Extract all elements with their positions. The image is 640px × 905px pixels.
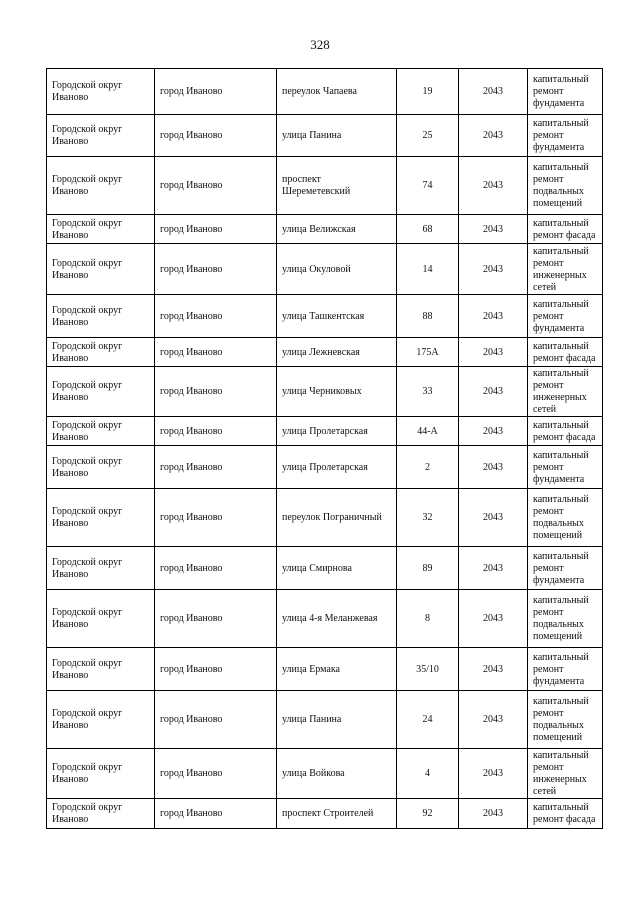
cell-street: улица Лежневская	[277, 338, 397, 367]
cell-street: переулок Чапаева	[277, 69, 397, 115]
cell-year: 2043	[459, 749, 528, 799]
cell-city: город Иваново	[155, 547, 277, 590]
cell-district: Городской округ Иваново	[47, 749, 155, 799]
table-row	[47, 691, 603, 749]
cell-work-type: капитальный ремонт подвальных помещений	[528, 157, 603, 215]
cell-city: город Иваново	[155, 367, 277, 417]
cell-city: город Иваново	[155, 215, 277, 244]
cell-work-type: капитальный ремонт фасада	[528, 215, 603, 244]
cell-year: 2043	[459, 338, 528, 367]
table-row	[47, 749, 603, 799]
table-row	[47, 489, 603, 547]
cell-work-type: капитальный ремонт фундамента	[528, 295, 603, 338]
page-number: 328	[310, 37, 330, 52]
cell-year: 2043	[459, 367, 528, 417]
cell-work-type: капитальный ремонт инженерных сетей	[528, 244, 603, 295]
table-row	[47, 295, 603, 338]
cell-district: Городской округ Иваново	[47, 244, 155, 295]
cell-work-type: капитальный ремонт фундамента	[528, 69, 603, 115]
cell-year: 2043	[459, 799, 528, 829]
table-row	[47, 799, 603, 829]
cell-city: город Иваново	[155, 69, 277, 115]
cell-city: город Иваново	[155, 590, 277, 648]
table-row	[47, 367, 603, 417]
cell-district: Городской округ Иваново	[47, 489, 155, 547]
cell-city: город Иваново	[155, 417, 277, 446]
table-row	[47, 157, 603, 215]
cell-work-type: капитальный ремонт подвальных помещений	[528, 489, 603, 547]
cell-year: 2043	[459, 295, 528, 338]
cell-street: улица Панина	[277, 691, 397, 749]
cell-district: Городской округ Иваново	[47, 367, 155, 417]
cell-house-number: 19	[397, 69, 459, 115]
cell-house-number: 88	[397, 295, 459, 338]
housing-repair-table	[46, 68, 603, 829]
cell-district: Городской округ Иваново	[47, 590, 155, 648]
cell-district: Городской округ Иваново	[47, 338, 155, 367]
cell-house-number: 68	[397, 215, 459, 244]
cell-year: 2043	[459, 69, 528, 115]
cell-district: Городской округ Иваново	[47, 446, 155, 489]
cell-city: город Иваново	[155, 691, 277, 749]
cell-district: Городской округ Иваново	[47, 157, 155, 215]
cell-work-type: капитальный ремонт фасада	[528, 799, 603, 829]
table-row	[47, 338, 603, 367]
cell-work-type: капитальный ремонт подвальных помещений	[528, 691, 603, 749]
cell-year: 2043	[459, 157, 528, 215]
cell-house-number: 4	[397, 749, 459, 799]
cell-year: 2043	[459, 115, 528, 157]
cell-street: улица 4-я Меланжевая	[277, 590, 397, 648]
cell-year: 2043	[459, 446, 528, 489]
cell-city: город Иваново	[155, 799, 277, 829]
cell-district: Городской округ Иваново	[47, 648, 155, 691]
table-row	[47, 446, 603, 489]
cell-street: улица Ермака	[277, 648, 397, 691]
table-row	[47, 69, 603, 115]
cell-city: город Иваново	[155, 338, 277, 367]
cell-city: город Иваново	[155, 244, 277, 295]
cell-street: улица Велижская	[277, 215, 397, 244]
cell-house-number: 175А	[397, 338, 459, 367]
table-row	[47, 115, 603, 157]
cell-house-number: 2	[397, 446, 459, 489]
cell-house-number: 25	[397, 115, 459, 157]
table-row	[47, 590, 603, 648]
cell-work-type: капитальный ремонт фасада	[528, 338, 603, 367]
cell-district: Городской округ Иваново	[47, 295, 155, 338]
cell-street: улица Панина	[277, 115, 397, 157]
cell-district: Городской округ Иваново	[47, 215, 155, 244]
cell-year: 2043	[459, 648, 528, 691]
cell-city: город Иваново	[155, 157, 277, 215]
cell-city: город Иваново	[155, 115, 277, 157]
cell-year: 2043	[459, 417, 528, 446]
cell-district: Городской округ Иваново	[47, 691, 155, 749]
table-body	[47, 69, 603, 829]
cell-street: улица Пролетарская	[277, 446, 397, 489]
cell-work-type: капитальный ремонт инженерных сетей	[528, 749, 603, 799]
cell-district: Городской округ Иваново	[47, 69, 155, 115]
cell-house-number: 32	[397, 489, 459, 547]
cell-street: улица Войкова	[277, 749, 397, 799]
cell-work-type: капитальный ремонт фундамента	[528, 648, 603, 691]
cell-year: 2043	[459, 691, 528, 749]
cell-house-number: 92	[397, 799, 459, 829]
cell-work-type: капитальный ремонт фасада	[528, 417, 603, 446]
table-row	[47, 648, 603, 691]
table-row	[47, 244, 603, 295]
cell-street: переулок Пограничный	[277, 489, 397, 547]
cell-work-type: капитальный ремонт подвальных помещений	[528, 590, 603, 648]
table-row	[47, 215, 603, 244]
cell-house-number: 8	[397, 590, 459, 648]
cell-street: улица Пролетарская	[277, 417, 397, 446]
cell-house-number: 24	[397, 691, 459, 749]
cell-street: улица Окуловой	[277, 244, 397, 295]
table-row	[47, 417, 603, 446]
cell-street: улица Смирнова	[277, 547, 397, 590]
cell-year: 2043	[459, 489, 528, 547]
cell-street: проспект Шереметевский	[277, 157, 397, 215]
cell-year: 2043	[459, 590, 528, 648]
cell-city: город Иваново	[155, 295, 277, 338]
cell-work-type: капитальный ремонт фундамента	[528, 446, 603, 489]
cell-house-number: 44-А	[397, 417, 459, 446]
cell-street: проспект Строителей	[277, 799, 397, 829]
cell-house-number: 89	[397, 547, 459, 590]
cell-street: улица Черниковых	[277, 367, 397, 417]
cell-work-type: капитальный ремонт инженерных сетей	[528, 367, 603, 417]
cell-city: город Иваново	[155, 648, 277, 691]
cell-work-type: капитальный ремонт фундамента	[528, 547, 603, 590]
cell-city: город Иваново	[155, 446, 277, 489]
cell-house-number: 35/10	[397, 648, 459, 691]
cell-city: город Иваново	[155, 749, 277, 799]
cell-district: Городской округ Иваново	[47, 547, 155, 590]
cell-year: 2043	[459, 215, 528, 244]
cell-house-number: 74	[397, 157, 459, 215]
cell-year: 2043	[459, 244, 528, 295]
cell-district: Городской округ Иваново	[47, 115, 155, 157]
cell-year: 2043	[459, 547, 528, 590]
cell-district: Городской округ Иваново	[47, 799, 155, 829]
cell-city: город Иваново	[155, 489, 277, 547]
table-row	[47, 547, 603, 590]
cell-house-number: 14	[397, 244, 459, 295]
cell-work-type: капитальный ремонт фундамента	[528, 115, 603, 157]
cell-street: улица Ташкентская	[277, 295, 397, 338]
cell-district: Городской округ Иваново	[47, 417, 155, 446]
cell-house-number: 33	[397, 367, 459, 417]
